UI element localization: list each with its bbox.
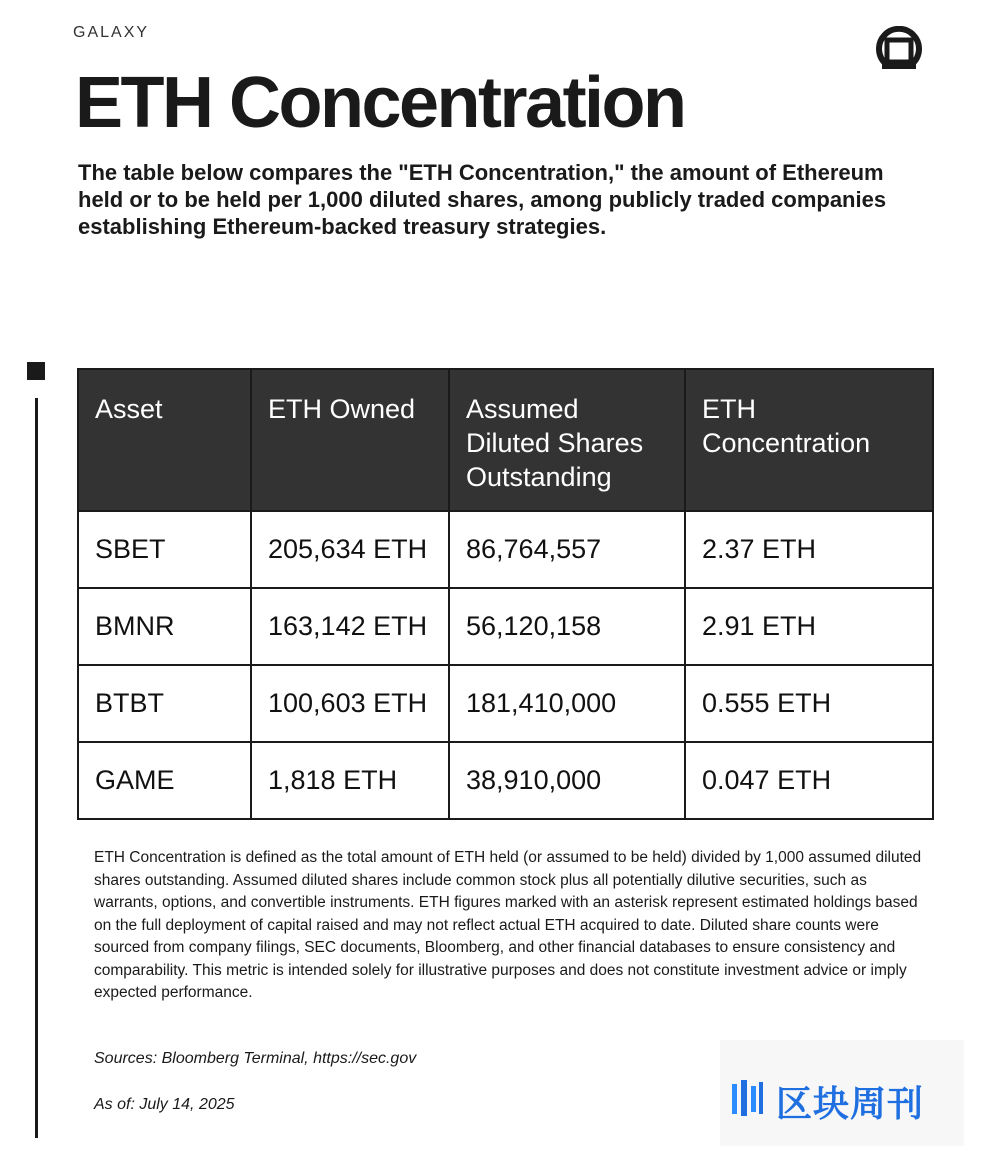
cell-asset: SBET (78, 511, 251, 588)
cell-eth-owned: 1,818 ETH (251, 742, 449, 819)
cell-eth-concentration: 2.91 ETH (685, 588, 933, 665)
footnote: ETH Concentration is defined as the total amount of ETH held (or assumed to be held) divided by 1,000 assumed diluted shares outstanding. Assumed diluted shares include common stock plus all potentially dilutive securities, such as warrants, options, and convertible instruments. ETH figures marked with an asterisk represent estimated holdings based on the full deployment of capital raised and may not reflect actual ETH acquired to date. Diluted share counts were sourced from company filings, SEC documents, Bloomberg, and other financial databases to ensure consistency and comparability. This metric is intended solely for illustrative purposes and does not constitute investment advice or imply expected performance. (94, 849, 922, 1001)
sources-line: Sources: Bloomberg Terminal, https://sec.gov (94, 1050, 417, 1067)
cell-diluted-shares: 181,410,000 (449, 665, 685, 742)
intro-paragraph: The table below compares the "ETH Concentration," the amount of Ethereum held or to be held per 1,000 diluted shares, among publicly traded companies establishing Ethereum-backed treasury strategies. (78, 160, 887, 239)
cell-eth-concentration: 0.047 ETH (685, 742, 933, 819)
brand-name: GALAXY (73, 24, 150, 41)
page-title: ETH Concentration (75, 63, 685, 143)
table-row (78, 511, 933, 588)
header-asset: Asset (78, 369, 251, 511)
header-eth-concentration: ETH Concentration (685, 369, 933, 511)
header-diluted-shares: Assumed Diluted Shares Outstanding (449, 369, 685, 511)
header-eth-owned: ETH Owned (251, 369, 449, 511)
galaxy-logo-icon (876, 26, 922, 70)
rail-line (35, 398, 38, 1138)
table-row (78, 665, 933, 742)
watermark (720, 1040, 964, 1146)
cell-asset: GAME (78, 742, 251, 819)
cell-eth-owned: 205,634 ETH (251, 511, 449, 588)
rail-marker (27, 362, 45, 380)
cell-eth-owned: 163,142 ETH (251, 588, 449, 665)
as-of-date: As of: July 14, 2025 (94, 1096, 235, 1113)
watermark-logo-icon (728, 1078, 768, 1118)
cell-diluted-shares: 86,764,557 (449, 511, 685, 588)
cell-asset: BMNR (78, 588, 251, 665)
cell-eth-concentration: 0.555 ETH (685, 665, 933, 742)
watermark-text: 区块周刊 (776, 1084, 925, 1125)
table-row (78, 588, 933, 665)
cell-diluted-shares: 38,910,000 (449, 742, 685, 819)
table-row (78, 742, 933, 819)
cell-asset: BTBT (78, 665, 251, 742)
eth-concentration-table (77, 368, 934, 820)
cell-diluted-shares: 56,120,158 (449, 588, 685, 665)
cell-eth-owned: 100,603 ETH (251, 665, 449, 742)
table-header-row (78, 369, 933, 511)
cell-eth-concentration: 2.37 ETH (685, 511, 933, 588)
